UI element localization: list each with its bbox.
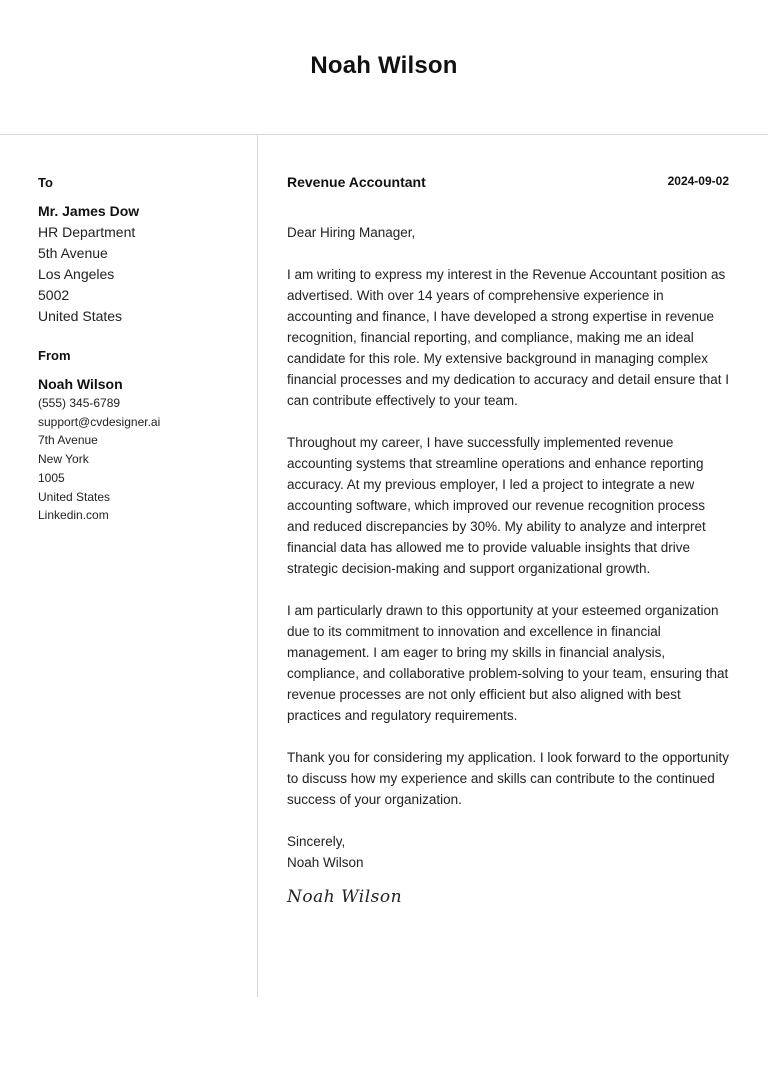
closing: Sincerely, <box>287 834 346 849</box>
sender-name: Noah Wilson <box>38 376 123 392</box>
sender-linkedin: Linkedin.com <box>38 508 109 523</box>
sender-country: United States <box>38 489 111 504</box>
signature: Noah Wilson <box>287 887 403 907</box>
recipient-street: 5th Avenue <box>38 245 108 261</box>
job-title: Revenue Accountant <box>287 174 426 190</box>
letter-date: 2024-09-02 <box>667 174 729 188</box>
recipient-department: HR Department <box>38 224 136 240</box>
recipient-country: United States <box>38 308 123 324</box>
greeting: Dear Hiring Manager, <box>287 225 416 240</box>
column-divider <box>257 135 258 997</box>
sender-postcode: 1005 <box>38 470 65 485</box>
paragraph-2: Throughout my career, I have successfully implemented revenue accounting systems that streamline operations and enhance reporting accuracy. At my previous employer, I led a project to integrate a new accounting software, which improved our revenue recognition process and reduced discrepancies by 30%. My ability to analyze and interpret financial data has allowed me to provide valuable insights that drive strategic decision-making and support organizational growth. <box>287 435 706 576</box>
sender-details <box>38 394 160 525</box>
paragraph-3: I am particularly drawn to this opportunity at your esteemed organization due to its commitment to innovation and excellence in financial management. I am eager to bring my skills in financial analysis, compliance, and collaborative problem-solving to your team, ensuring that revenue processes are not only efficient but also aligned with best practices and regulatory requirements. <box>287 603 729 723</box>
recipient-address <box>38 222 135 327</box>
from-label: From <box>38 348 71 363</box>
sender-street: 7th Avenue <box>38 433 98 448</box>
header-name: Noah Wilson <box>310 52 458 79</box>
sender-phone: (555) 345-6789 <box>38 396 121 410</box>
letter-header <box>0 0 768 135</box>
paragraph-4: Thank you for considering my application. I look forward to the opportunity to discuss how my experience and skills can contribute to the continued success of your organization. <box>287 750 729 807</box>
recipient-name: Mr. James Dow <box>38 203 140 219</box>
sender-city: New York <box>38 452 89 467</box>
sender-email: support@cvdesigner.ai <box>38 414 161 429</box>
recipient-postcode: 5002 <box>38 287 70 303</box>
closing-name: Noah Wilson <box>287 855 364 870</box>
paragraph-1: I am writing to express my interest in the Revenue Accountant position as advertised. With over 14 years of comprehensive experience in accounting and finance, I have developed a strong expertise in revenue recognition, financial reporting, and compliance, making me an ideal candidate for this role. My extensive background in managing complex financial processes and my dedication to accuracy and detail ensure that I can contribute effectively to your team. <box>287 267 730 408</box>
to-label: To <box>38 175 53 190</box>
letter-body <box>287 222 729 908</box>
recipient-city: Los Angeles <box>38 266 115 282</box>
